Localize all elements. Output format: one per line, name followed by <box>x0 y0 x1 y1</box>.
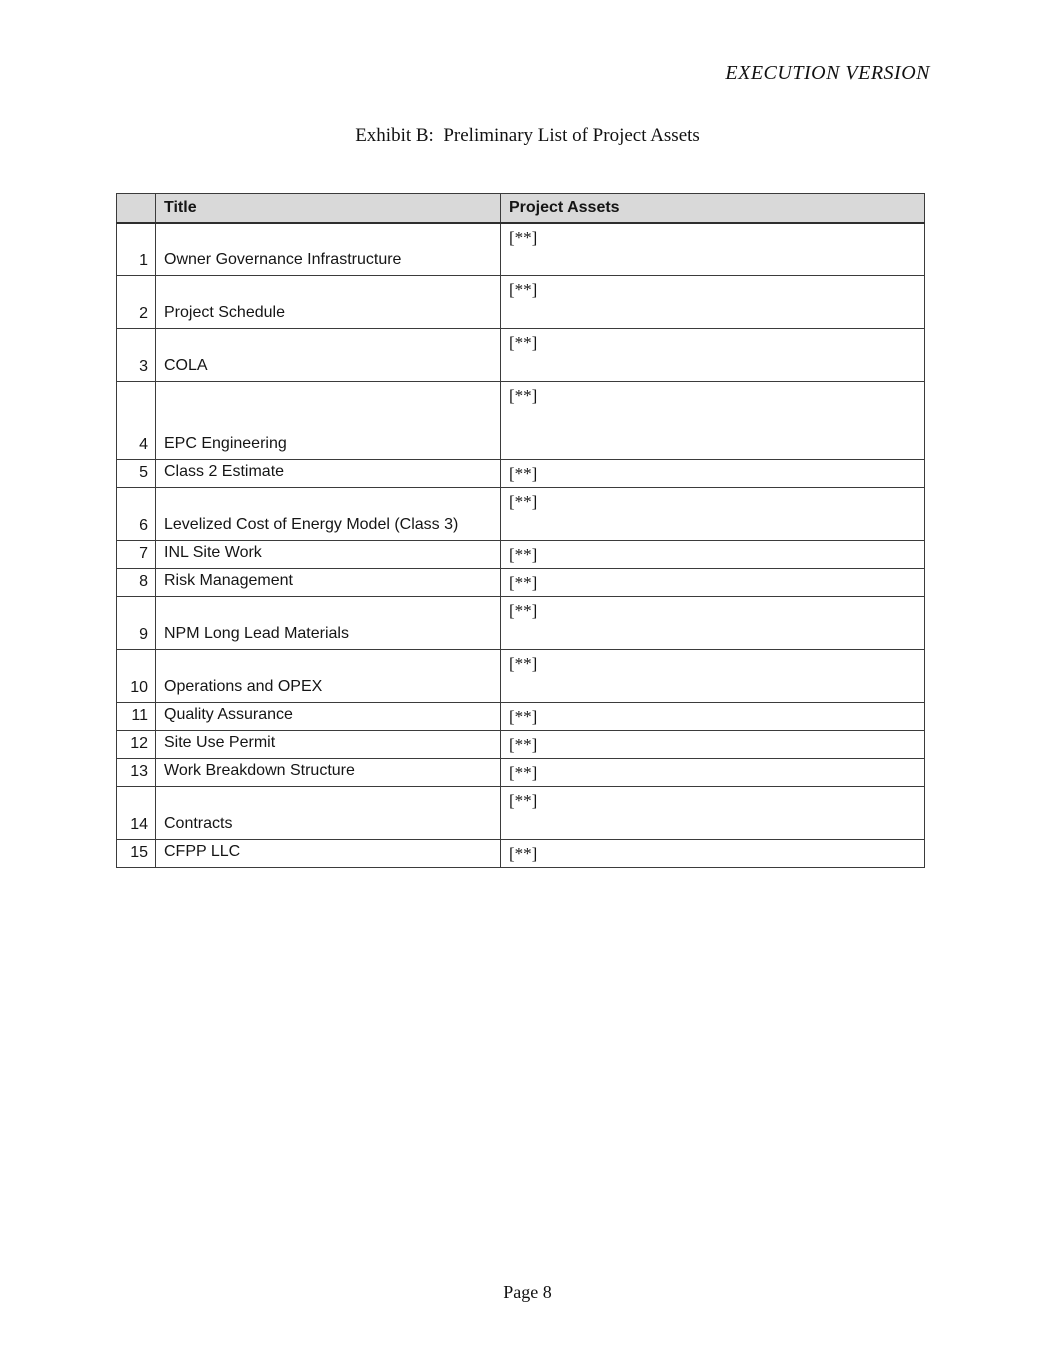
row-number-cell: 4 <box>117 382 156 460</box>
row-title-cell: Operations and OPEX <box>156 650 501 703</box>
row-number-cell: 12 <box>117 731 156 759</box>
table-row <box>117 329 925 382</box>
row-assets-cell: [**] <box>501 759 925 787</box>
table-row <box>117 541 925 569</box>
row-assets-cell: [**] <box>501 460 925 488</box>
row-assets-cell: [**] <box>501 382 925 460</box>
assets-table <box>116 193 925 868</box>
row-assets-cell: [**] <box>501 488 925 541</box>
row-number-cell: 10 <box>117 650 156 703</box>
col-header-title: Title <box>156 194 501 223</box>
row-assets-cell: [**] <box>501 329 925 382</box>
table-row <box>117 650 925 703</box>
row-assets-cell: [**] <box>501 541 925 569</box>
row-number-cell: 2 <box>117 276 156 329</box>
row-title-cell: Project Schedule <box>156 276 501 329</box>
col-header-number <box>117 194 156 223</box>
table-row <box>117 787 925 840</box>
execution-version-label: EXECUTION VERSION <box>725 62 930 84</box>
row-assets-cell: [**] <box>501 569 925 597</box>
row-number-cell: 13 <box>117 759 156 787</box>
row-assets-cell: [**] <box>501 597 925 650</box>
row-number-cell: 3 <box>117 329 156 382</box>
table-row <box>117 569 925 597</box>
table-row <box>117 276 925 329</box>
row-number-cell: 14 <box>117 787 156 840</box>
table-row <box>117 759 925 787</box>
table-row <box>117 731 925 759</box>
row-number-cell: 15 <box>117 840 156 868</box>
row-assets-cell: [**] <box>501 703 925 731</box>
row-number-cell: 7 <box>117 541 156 569</box>
row-title-cell: Quality Assurance <box>156 703 501 731</box>
row-title-cell: Contracts <box>156 787 501 840</box>
row-title-cell: EPC Engineering <box>156 382 501 460</box>
page-footer: Page 8 <box>503 1282 552 1302</box>
table-row <box>117 382 925 460</box>
row-number-cell: 5 <box>117 460 156 488</box>
row-number-cell: 1 <box>117 223 156 276</box>
row-number-cell: 11 <box>117 703 156 731</box>
row-title-cell: INL Site Work <box>156 541 501 569</box>
row-title-cell: Work Breakdown Structure <box>156 759 501 787</box>
row-assets-cell: [**] <box>501 787 925 840</box>
row-title-cell: Site Use Permit <box>156 731 501 759</box>
table-row <box>117 488 925 541</box>
row-title-cell: NPM Long Lead Materials <box>156 597 501 650</box>
table-row <box>117 703 925 731</box>
table-row <box>117 223 925 276</box>
row-assets-cell: [**] <box>501 223 925 276</box>
row-assets-cell: [**] <box>501 276 925 329</box>
table-row <box>117 840 925 868</box>
exhibit-title: Exhibit B: Preliminary List of Project Assets <box>355 125 700 146</box>
row-title-cell: Owner Governance Infrastructure <box>156 223 501 276</box>
row-assets-cell: [**] <box>501 650 925 703</box>
row-title-cell: COLA <box>156 329 501 382</box>
row-number-cell: 8 <box>117 569 156 597</box>
row-assets-cell: [**] <box>501 840 925 868</box>
col-header-assets: Project Assets <box>501 194 925 223</box>
row-number-cell: 9 <box>117 597 156 650</box>
row-title-cell: Risk Management <box>156 569 501 597</box>
table-header-row <box>117 194 925 223</box>
table-row <box>117 597 925 650</box>
row-title-cell: Class 2 Estimate <box>156 460 501 488</box>
row-title-cell: CFPP LLC <box>156 840 501 868</box>
table-row <box>117 460 925 488</box>
assets-table-body <box>117 223 925 868</box>
row-title-cell: Levelized Cost of Energy Model (Class 3) <box>156 488 501 541</box>
row-number-cell: 6 <box>117 488 156 541</box>
row-assets-cell: [**] <box>501 731 925 759</box>
